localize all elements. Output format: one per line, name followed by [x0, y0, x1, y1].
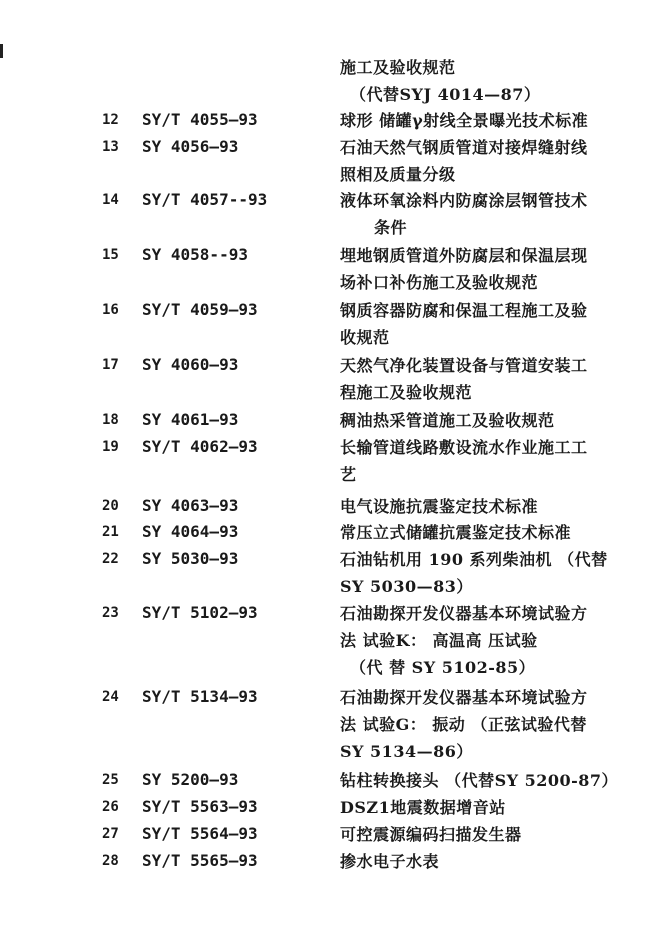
title-line: 场补口补伤施工及验收规范	[340, 273, 539, 292]
standard-title	[340, 519, 640, 546]
entry-number: 19	[102, 439, 119, 455]
title-line: 球形 储罐γ射线全景曝光技术标准	[340, 111, 589, 130]
standard-code: SY/T 5102—93	[142, 603, 258, 622]
title-line: 常压立式储罐抗震鉴定技术标准	[340, 523, 572, 542]
standard-title	[340, 134, 640, 188]
entry-number: 16	[102, 302, 119, 318]
standard-title	[340, 434, 640, 488]
standard-code: SY 4058--93	[142, 245, 248, 264]
entry-number: 22	[102, 551, 119, 567]
standard-title	[340, 107, 640, 134]
standard-title	[340, 242, 640, 296]
title-line: 艺	[340, 465, 357, 484]
standard-title	[340, 767, 640, 794]
standard-code: SY/T 5564—93	[142, 824, 258, 843]
entry-number: 25	[102, 772, 119, 788]
entry-number: 18	[102, 412, 119, 428]
standard-title	[340, 352, 640, 406]
title-line: SY 5030—83）	[340, 577, 473, 596]
title-line: 长输管道线路敷设流水作业施工工	[340, 438, 588, 457]
title-line: （代 替 SY 5102-85）	[350, 658, 536, 677]
standard-title	[340, 297, 640, 351]
standard-code: SY/T 5565—93	[142, 851, 258, 870]
title-line: DSZ1地震数据增音站	[340, 798, 506, 817]
title-line: 石油勘探开发仪器基本环境试验方	[340, 604, 588, 623]
title-line: 施工及验收规范	[340, 58, 456, 77]
standard-code: SY 4060—93	[142, 355, 239, 374]
standard-title	[340, 407, 640, 434]
standard-title	[340, 794, 640, 821]
title-line: 钢质容器防腐和保温工程施工及验	[340, 301, 588, 320]
standard-code: SY 4063—93	[142, 496, 239, 515]
entry-number: 15	[102, 247, 119, 263]
title-line: 液体环氧涂料内防腐涂层钢管技术	[340, 191, 588, 210]
standard-code: SY/T 5563—93	[142, 797, 258, 816]
standard-title	[340, 187, 640, 241]
entry-number: 27	[102, 826, 119, 842]
entry-number: 28	[102, 853, 119, 869]
standard-code: SY/T 4055—93	[142, 110, 258, 129]
title-line: 法 试验K： 高温高 压试验	[340, 631, 538, 650]
title-line: 天然气净化装置设备与管道安装工	[340, 356, 588, 375]
standard-title	[340, 493, 640, 520]
standard-code: SY/T 4059—93	[142, 300, 258, 319]
standard-code: SY 5030—93	[142, 549, 239, 568]
standard-title	[340, 600, 640, 681]
entry-number: 20	[102, 498, 119, 514]
title-line: 可控震源编码扫描发生器	[340, 825, 522, 844]
standard-title	[340, 546, 640, 600]
standard-code: SY 5200—93	[142, 770, 239, 789]
entry-number: 14	[102, 192, 119, 208]
title-line: 掺水电子水表	[340, 852, 440, 871]
title-line: 电气设施抗震鉴定技术标准	[340, 497, 539, 516]
title-line: 法 试验G： 振动 （正弦试验代替	[340, 715, 587, 734]
standard-code: SY 4064—93	[142, 522, 239, 541]
entry-number: 21	[102, 524, 119, 540]
entry-number: 13	[102, 139, 119, 155]
title-line: 程施工及验收规范	[340, 383, 473, 402]
standard-code: SY/T 4062—93	[142, 437, 258, 456]
title-line: 石油钻机用 190 系列柴油机 （代替	[340, 550, 608, 569]
title-line: 条件	[374, 218, 408, 237]
entry-number: 12	[102, 112, 119, 128]
title-line: 稠油热采管道施工及验收规范	[340, 411, 555, 430]
entry-number: 26	[102, 799, 119, 815]
continuation-title	[340, 54, 640, 108]
standard-code: SY/T 5134—93	[142, 687, 258, 706]
standard-code: SY 4056—93	[142, 137, 239, 156]
title-line: 埋地钢质管道外防腐层和保温层现	[340, 246, 588, 265]
title-line: 钻柱转换接头 （代替SY 5200-87）	[340, 771, 619, 790]
standard-code: SY/T 4057--93	[142, 190, 268, 209]
title-line: 收规范	[340, 328, 390, 347]
entry-number: 17	[102, 357, 119, 373]
title-line: SY 5134—86）	[340, 742, 473, 761]
title-line: 照相及质量分级	[340, 165, 456, 184]
title-line: 石油勘探开发仪器基本环境试验方	[340, 688, 588, 707]
title-line: 石油天然气钢质管道对接焊缝射线	[340, 138, 588, 157]
binding-mark	[0, 44, 3, 58]
title-line: （代替SYJ 4014—87）	[350, 85, 541, 104]
entry-number: 24	[102, 689, 119, 705]
standard-title	[340, 821, 640, 848]
standard-title	[340, 848, 640, 875]
standard-code: SY 4061—93	[142, 410, 239, 429]
standard-title	[340, 684, 640, 765]
entry-number: 23	[102, 605, 119, 621]
